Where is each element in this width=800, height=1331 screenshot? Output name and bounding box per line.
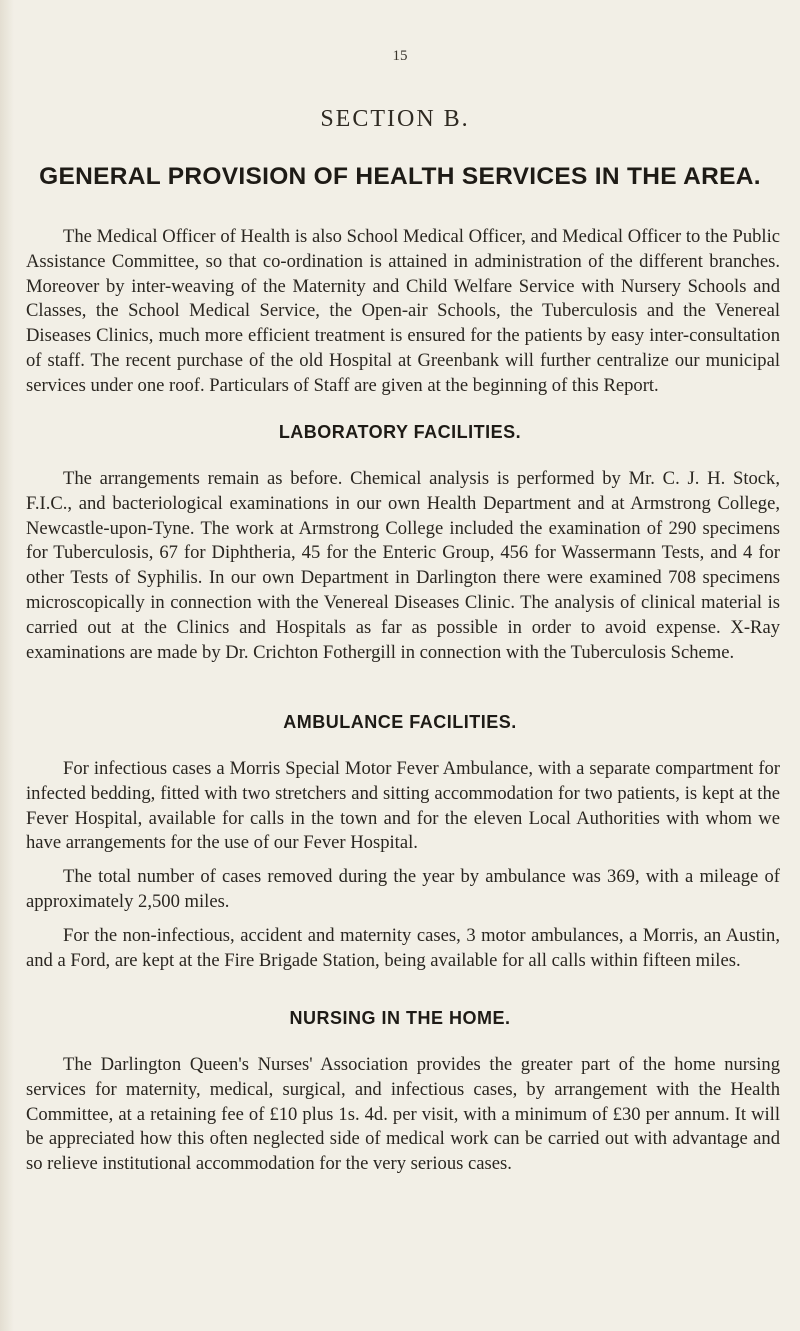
ambulance-heading: AMBULANCE FACILITIES. <box>283 712 517 732</box>
nursing-paragraph: The Darlington Queen's Nurses' Association provides the greater part of the home nursing services for maternity, medical, surgical, and infectious cases, by arrangement with the Health Committee, at a retaining fee of £10 plus 1s. 4d. per visit, with a minimum of £30 per annum. It will be appreciated how this often neglected side of medical work can be carried out with advantage and so relieve institutional accommodation for the very serious cases. <box>26 1054 780 1175</box>
ambulance-paragraph-3: For the non-infectious, accident and maternity cases, 3 motor ambulances, a Morris, an Austin, and a Ford, are kept at the Fire Brigade Station, being available for all calls within fifteen miles. <box>26 925 780 971</box>
ambulance-paragraph-1: For infectious cases a Morris Special Motor Fever Ambulance, with a separate compartment for infected bedding, fitted with two stretchers and sitting accommodation for two patients, is kept at the Fever Hospital, available for calls in the town and for the eleven Local Authorities with whom we have arrangements for the use of our Fever Hospital. <box>26 758 780 854</box>
page-edge-shadow <box>0 0 14 1331</box>
nursing-heading: NURSING IN THE HOME. <box>289 1008 511 1028</box>
ambulance-paragraph-2: The total number of cases removed during the year by ambulance was 369, with a mileage of approximately 2,500 miles. <box>26 866 780 912</box>
laboratory-paragraph: The arrangements remain as before. Chemical analysis is performed by Mr. C. J. H. Stock, F.I.C., and bacteriological examinations in our own Health Department and at Armstrong College, Newcastle-upon-Tyne. The work at Armstrong College included the examination of 290 specimens for Tuberculosis, 67 for Diphtheria, 45 for the Enteric Group, 456 for Wassermann Tests, and 4 for other Tests of Syphilis. In our own Department in Darlington there were examined 708 specimens microscopically in connection with the Venereal Diseases Clinic. The analysis of clinical material is carried out at the Clinics and Hospitals as far as possible in order to avoid expense. X-Ray examinations are made by Dr. Crichton Fothergill in connection with the Tuberculosis Scheme. <box>26 468 780 663</box>
intro-paragraph: The Medical Officer of Health is also School Medical Officer, and Medical Officer to the Public Assistance Committee, so that co-ordination is attained in administration of the different branches. Moreover by inter-weaving of the Maternity and Child Welfare Service with Nursery Schools and Classes, the School Medical Service, the Open-air Schools, the Tuberculosis and the Venereal Diseases Clinics, much more efficient treatment is ensured for the patients by easy inter-consultation of staff. The recent purchase of the old Hospital at Greenbank will further centralize our municipal services under one roof. Particulars of Staff are given at the beginning of this Report. <box>26 226 780 396</box>
page-title: GENERAL PROVISION OF HEALTH SERVICES IN THE AREA. <box>39 163 761 190</box>
page-number: 15 <box>392 48 408 64</box>
section-label: SECTION B. <box>320 106 470 132</box>
laboratory-heading: LABORATORY FACILITIES. <box>278 422 522 442</box>
